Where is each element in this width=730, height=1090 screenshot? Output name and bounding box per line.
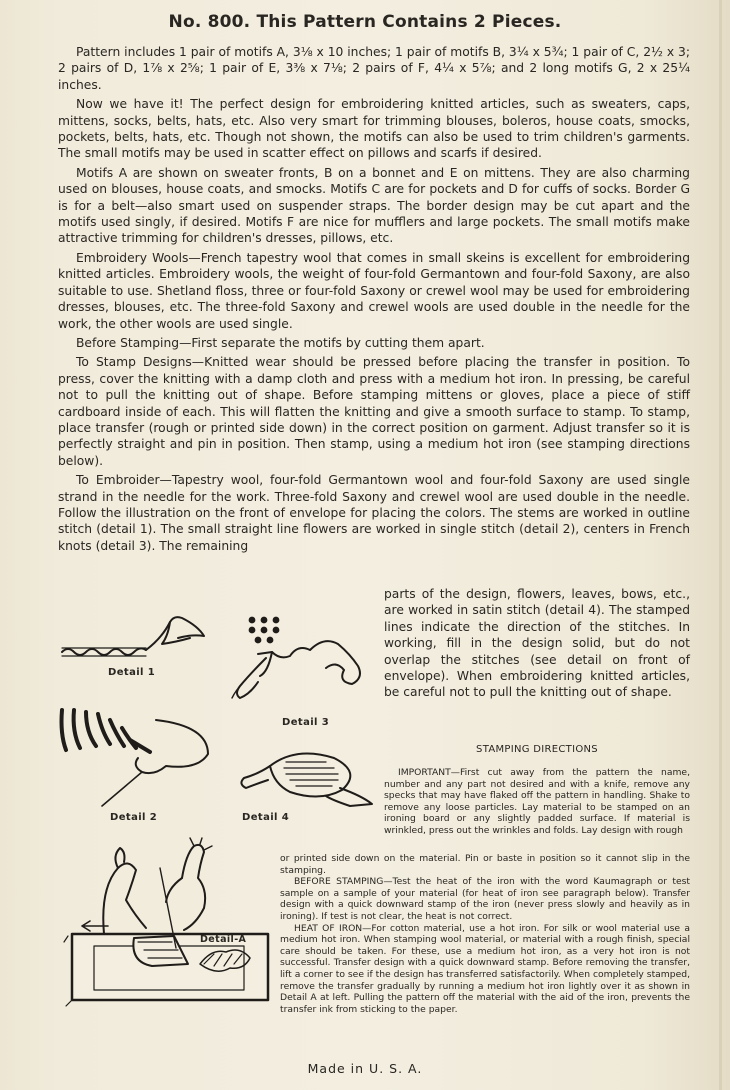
paragraph-embroider: To Embroider—Tapestry wool, four-fold Germantown wool and four-fold Saxony are used single strand in the needle for the work. Three-fold Saxony and crewel wool are used double in the needle. Follow the illustration on the front of envelope for placing the colors. The stems are worked in outline stitch (detail 1). The small straight line flowers are worked in single stitch (detail 2), centers in French knots (detail 3). The remaining <box>58 473 690 553</box>
caption-detail-a: Detail-A <box>200 934 247 945</box>
caption-detail-4: Detail 4 <box>242 812 290 823</box>
stamping-continued-text: or printed side down on the material. Pin or baste in position so it cannot slip in the stamping. <box>280 853 690 876</box>
paragraph-motifs: Motifs A are shown on sweater fronts, B on a bonnet and E on mittens. They are also charming used on blouses, house coats, and smocks. Motifs C are for pockets and D for cuffs of socks. Border G is for a belt—also smart used on suspender straps. The border design may be cut apart and the motifs used singly, if desired. Motifs F are nice for mufflers and large pockets. The small motifs make attractive trimming for children's dresses, pillows, etc. <box>58 165 690 246</box>
detail-2-illustration <box>58 706 218 810</box>
stamping-important: IMPORTANT—First cut away from the pattern the name, number and any part not desired and with a knife, remove any specks that may have flaked off the pattern in handling. Shake to remove any loose particles. Lay material to be stamped on an ironing board or any slightly padded surface. If material is wrinkled, press out the wrinkles and folds. Lay design with rough <box>384 767 690 836</box>
paragraph-pieces: Pattern includes 1 pair of motifs A, 3⅛ x 10 inches; 1 pair of motifs B, 3¼ x 5¾; 1 pair of C, 2½ x 3; 2 pairs of D, 1⅞ x 2⅝; 1 pair of E, 3⅜ x 7⅛; 2 pairs of F, 4¼ x 5⅞; and 2 long motifs G, 2 x 25¼ inches. <box>58 45 690 92</box>
caption-detail-3: Detail 3 <box>282 717 330 728</box>
made-in-usa: Made in U. S. A. <box>307 1061 423 1076</box>
paragraph-intro: Now we have it! The perfect design for embroidering knitted articles, such as sweaters, caps, mittens, socks, belts, hats, etc. Also very smart for trimming blouses, boleros, house coats, smocks, pockets, belts, hats, etc. Though not shown, the motifs can also be used to trim children's garments. The small motifs may be used in scatter effect on pillows and scarfs if desired. <box>58 97 690 161</box>
detail-1-illustration <box>58 612 208 667</box>
stamping-directions-heading: STAMPING DIRECTIONS <box>476 744 598 755</box>
stamping-before: BEFORE STAMPING—Test the heat of the iron with the word Kaumagraph or test sample on a sample of your material (for heat of iron see paragraph below). Transfer design with a quick downward stamp of the iron (never press slowly and heavily as in ironing). If test is not clear, the heat is not correct. <box>280 876 690 922</box>
paper-fold <box>719 0 722 1090</box>
page-title: No. 800. This Pattern Contains 2 Pieces. <box>168 12 562 32</box>
caption-detail-1: Detail 1 <box>108 667 156 678</box>
detail-a-illustration <box>64 838 276 1008</box>
stamping-heat-of-iron: HEAT OF IRON—For cotton material, use a hot iron. For silk or wool material use a medium hot iron. When stamping wool material, or material with a rough finish, special care should be taken. For these, use a medium hot iron, as a very hot iron is not successful. Transfer design with a quick downward stamp. Before removing the transfer, lift a corner to see if the design has transferred satisfactorily. When completely stamped, remove the transfer gradually by running a medium hot iron lightly over it as shown in Detail A at left. Pulling the pattern off the material with the aid of the iron, prevents the transfer ink from sticking to the paper. <box>280 922 690 1015</box>
paragraph-embroider-continued: parts of the design, flowers, leaves, bows, etc., are worked in satin stitch (detail 4). The stamped lines indicate the direction of the stitches. In working, fill in the design solid, but do not overlap the stitches (see detail on front of envelope). When embroidering knitted articles, be careful not to pull the knitting out of shape. <box>384 587 690 700</box>
stamping-continued <box>280 853 690 1015</box>
caption-detail-2: Detail 2 <box>110 812 158 823</box>
paragraph-stamp-designs: To Stamp Designs—Knitted wear should be pressed before placing the transfer in position. To press, cover the knitting with a damp cloth and press with a medium hot iron. In pressing, be careful not to pull the knitting out of shape. Before stamping mittens or gloves, place a piece of stiff cardboard inside of each. This will flatten the knitting and give a smooth surface to stamp. To stamp, place transfer (rough or printed side down) in the correct position on garment. Adjust transfer so it is perfectly straight and pin in position. Then stamp, using a medium hot iron (see stamping directions below). <box>58 355 690 468</box>
paragraph-wools: Embroidery Wools—French tapestry wool that comes in small skeins is excellent for embroidering knitted articles. Embroidery wools, the weight of four-fold Germantown and four-fold Saxony, are also suitable to use. Shetland floss, three or four-fold Saxony or crewel wool may be used for embroidering dresses, blouses, etc. The three-fold Saxony and crewel wools are used double in the needle for the work, the other wools are used single. <box>58 250 690 331</box>
paragraph-before-stamping: Before Stamping—First separate the motifs by cutting them apart. <box>76 335 485 350</box>
detail-4-illustration <box>234 744 374 818</box>
detail-3-illustration <box>228 614 370 714</box>
instructions-body <box>58 44 690 557</box>
